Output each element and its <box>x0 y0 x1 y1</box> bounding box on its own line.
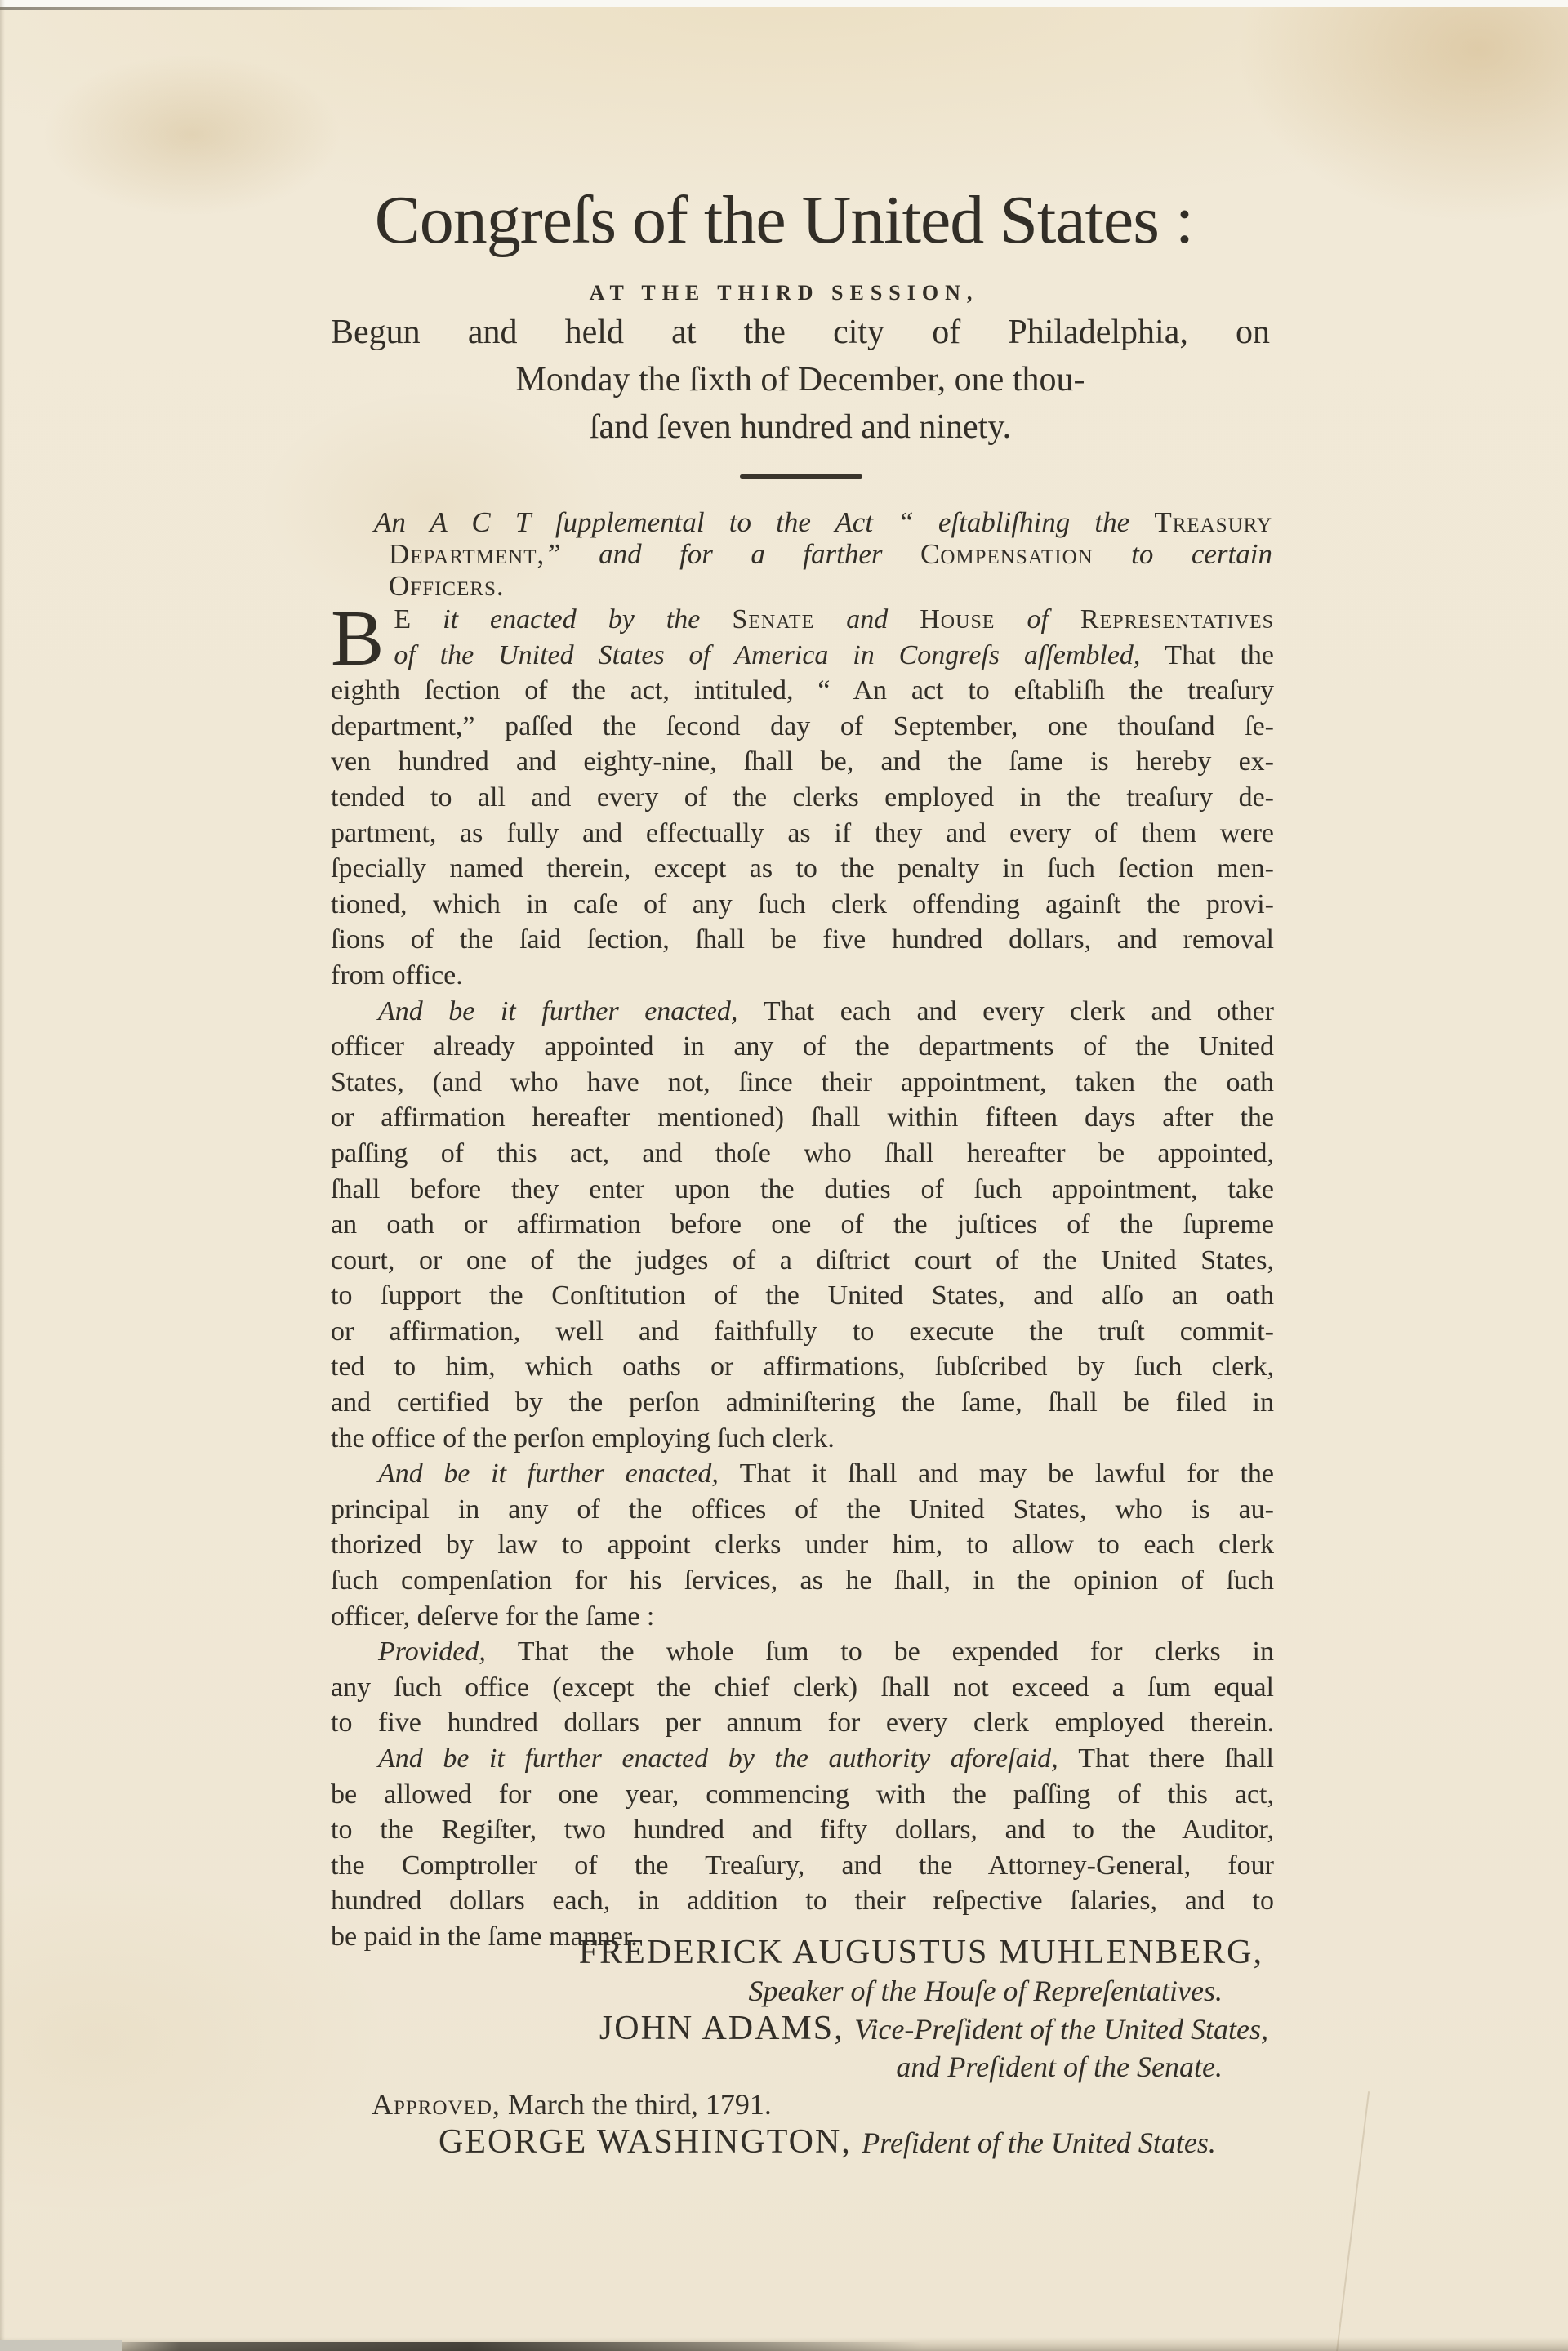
text-segment: That the <box>1165 639 1274 670</box>
text-segment: officer already appointed in any of the departments of the United <box>331 1031 1274 1062</box>
text-line <box>331 1349 1274 1385</box>
scan-edge-top <box>0 0 1568 7</box>
text-line <box>331 1670 1274 1706</box>
text-line <box>331 887 1274 923</box>
text-segment: ſuch compenſation for his ſervices, as he ſhall, in the opinion of ſuch <box>331 1565 1274 1596</box>
text-segment: Speaker of the Houſe of Repreſentatives. <box>748 1975 1223 2007</box>
opening-proclamation <box>331 309 1270 451</box>
text-segment: ſpecially named therein, except as to the penalty in ſuch ſection men- <box>331 853 1274 884</box>
text-segment: court, or one of the judges of a diſtrict court of the United States, <box>331 1245 1274 1276</box>
text-segment: partment, as fully and effectually as if they and every of them were <box>331 817 1274 848</box>
text-segment: the office of the perſon employing ſuch clerk. <box>331 1423 835 1454</box>
text-line <box>331 780 1274 816</box>
text-line <box>331 922 1274 958</box>
text-line <box>331 638 1274 674</box>
text-line <box>331 2123 1270 2162</box>
text-segment: of <box>995 604 1080 635</box>
text-segment: Approved, <box>372 2088 501 2121</box>
text-line <box>331 1934 1270 1972</box>
scan-crease <box>1335 2091 1370 2351</box>
text-line <box>374 506 1272 538</box>
scan-corner-bottom-left <box>0 2340 122 2351</box>
text-segment: Vice-Preſident of the United States, <box>854 2013 1268 2046</box>
text-segment: Monday the ſixth of December, one thou- <box>515 361 1085 399</box>
paragraph-enacting-clause <box>331 594 1275 994</box>
text-line <box>331 356 1270 403</box>
text-segment: principal in any of the offices of the United States, who is au- <box>331 1494 1274 1525</box>
text-line <box>331 2086 1270 2123</box>
text-segment: JOHN ADAMS, <box>599 2010 855 2047</box>
text-segment: be paid in the ſame manner. <box>331 1921 638 1952</box>
text-segment: to ſupport the Conſtitution of the United States, and alſo an oath <box>331 1280 1274 1311</box>
text-line <box>331 1634 1274 1670</box>
scan-edge-left <box>0 0 5 2351</box>
text-segment: Preſident of the United States. <box>862 2126 1216 2159</box>
text-segment: ted to him, which oaths or affirmations, ſubſcribed by ſuch clerk, <box>331 1351 1274 1383</box>
text-line <box>331 1563 1274 1599</box>
text-line <box>331 1492 1274 1528</box>
text-line <box>331 1741 1274 1777</box>
text-segment: Treasury <box>1154 506 1272 538</box>
text-line <box>331 1065 1274 1101</box>
text-segment: And be it further enacted by the authority aforeſaid, <box>378 1743 1079 1774</box>
text-segment: from office. <box>331 960 463 991</box>
text-segment: That each and every clerk and other <box>763 995 1274 1026</box>
text-line <box>374 538 1272 570</box>
text-segment: any ſuch office (except the chief clerk) ſhall not exceed a ſum equal <box>331 1672 1274 1703</box>
text-segment: That the whole ſum to be expended for clerks in <box>517 1636 1274 1668</box>
text-line <box>331 1243 1274 1279</box>
text-line <box>331 1385 1274 1421</box>
text-segment: ” and for a farther <box>545 538 920 570</box>
text-segment: to the Regiſter, two hundred and fifty dollars, and to the Auditor, <box>331 1814 1274 1846</box>
text-segment: GEORGE WASHINGTON, <box>439 2123 862 2161</box>
text-segment: ſions of the ſaid ſection, ſhall be five hundred dollars, and removal <box>331 924 1274 955</box>
scan-shadow-bottom <box>98 2342 923 2351</box>
text-line <box>331 1029 1274 1065</box>
text-segment: March the third, 1791. <box>500 2088 772 2121</box>
paragraph-additional-allowance <box>331 1741 1274 1955</box>
text-segment: E <box>394 604 443 635</box>
text-segment: States, (and who have not, ſince their appointment, taken the oath <box>331 1066 1274 1098</box>
act-title <box>374 506 1272 602</box>
text-segment: Officers. <box>389 570 505 602</box>
text-line <box>331 673 1274 709</box>
text-line <box>331 1100 1274 1136</box>
text-segment: to five hundred dollars per annum for every clerk employed therein. <box>331 1708 1274 1739</box>
text-segment: ſand ſeven hundred and ninety. <box>589 408 1012 446</box>
text-segment: hundred dollars each, in addition to their reſpective ſalaries, and to <box>331 1886 1274 1917</box>
text-segment: or affirmation hereafter mentioned) ſhall within fifteen days after the <box>331 1102 1274 1133</box>
text-line <box>331 1599 1274 1635</box>
page-title: Congreſs of the United States : <box>374 182 1194 258</box>
text-segment: An A C T ſupplemental to the Act “ eſtabliſhing the <box>374 506 1155 538</box>
text-line <box>331 1314 1274 1350</box>
scan-edge-top-line <box>0 7 474 10</box>
text-segment: to certain <box>1093 538 1272 570</box>
text-segment: And be it further enacted, <box>378 995 764 1026</box>
text-segment: be allowed for one year, commencing with the paſſing of this act, <box>331 1779 1274 1810</box>
text-line <box>331 1812 1274 1848</box>
text-line <box>331 1972 1270 2010</box>
text-line <box>374 570 1272 602</box>
signature-block <box>331 1934 1270 2162</box>
text-line <box>331 403 1270 451</box>
text-line <box>331 2010 1270 2048</box>
drop-cap: B <box>331 594 385 683</box>
text-segment: the Comptroller of the Treaſury, and the Attorney-General, four <box>331 1850 1274 1881</box>
text-line <box>331 1883 1274 1919</box>
text-line <box>331 1207 1274 1243</box>
text-segment: House <box>920 604 996 635</box>
text-line <box>331 1172 1274 1208</box>
text-segment: paſſing of this act, and thoſe who ſhall hereafter be appointed, <box>331 1138 1274 1169</box>
text-line <box>331 1848 1274 1884</box>
text-line <box>331 851 1274 887</box>
text-line <box>331 958 1274 994</box>
text-segment: department,” paſſed the ſecond day of September, one thouſand ſe- <box>331 710 1274 741</box>
text-line <box>331 709 1274 745</box>
text-segment: That there ſhall <box>1078 1743 1275 1774</box>
paragraph-clerk-compensation <box>331 1456 1274 1634</box>
text-line <box>331 1527 1274 1563</box>
text-segment: Begun and held at the city of Philadelphia, on <box>331 314 1270 351</box>
text-segment: Provided, <box>378 1636 518 1668</box>
text-line <box>331 1456 1274 1492</box>
divider-rule <box>740 474 862 479</box>
text-segment: ven hundred and eighty-nine, ſhall be, and the ſame is hereby ex- <box>331 746 1274 777</box>
paragraph-oath-requirement <box>331 994 1274 1457</box>
text-segment: officer, deſerve for the ſame : <box>331 1601 655 1632</box>
text-segment: and Preſident of the Senate. <box>896 2050 1223 2083</box>
text-segment: it enacted by the <box>443 604 733 635</box>
text-line <box>331 1705 1274 1741</box>
text-line <box>331 2048 1270 2086</box>
text-line <box>331 1136 1274 1172</box>
text-segment: and <box>814 604 920 635</box>
text-segment: ſhall before they enter upon the duties of ſuch appointment, take <box>331 1173 1274 1204</box>
text-line <box>331 994 1274 1030</box>
text-segment: That it ſhall and may be lawful for the <box>739 1458 1275 1489</box>
paragraph-proviso <box>331 1634 1274 1741</box>
text-segment: tended to all and every of the clerks employed in the treaſury de- <box>331 781 1274 813</box>
text-segment: Compensation <box>920 538 1094 570</box>
text-line <box>331 1278 1274 1314</box>
text-segment: Senate <box>732 604 815 635</box>
text-segment: and certified by the perſon adminiſtering the ſame, ſhall be filed in <box>331 1387 1274 1418</box>
text-line <box>331 744 1274 780</box>
text-segment: thorized by law to appoint clerks under him, to allow to each clerk <box>331 1529 1274 1561</box>
text-segment: an oath or affirmation before one of the juſtices of the ſupreme <box>331 1209 1274 1240</box>
text-line <box>331 816 1274 852</box>
act-body <box>331 594 1275 1955</box>
text-segment: eighth ſection of the act, intituled, “ An act to eſtabliſh the treaſury <box>331 675 1274 706</box>
text-segment: FREDERICK AUGUSTUS MUHLENBERG, <box>578 1934 1263 1971</box>
text-segment: Department, <box>389 538 546 570</box>
session-line: AT THE THIRD SESSION, <box>589 281 979 305</box>
text-line <box>331 309 1270 356</box>
text-segment: or affirmation, well and faithfully to execute the truſt commit- <box>331 1316 1274 1347</box>
text-segment: Representatives <box>1080 604 1275 635</box>
text-segment: tioned, which in caſe of any ſuch clerk offending againſt the provi- <box>331 888 1274 919</box>
text-line <box>331 1421 1274 1457</box>
text-segment: of the United States of America in Congreſs aſſembled, <box>394 639 1165 670</box>
text-segment: And be it further enacted, <box>378 1458 740 1489</box>
text-line <box>331 1777 1274 1813</box>
